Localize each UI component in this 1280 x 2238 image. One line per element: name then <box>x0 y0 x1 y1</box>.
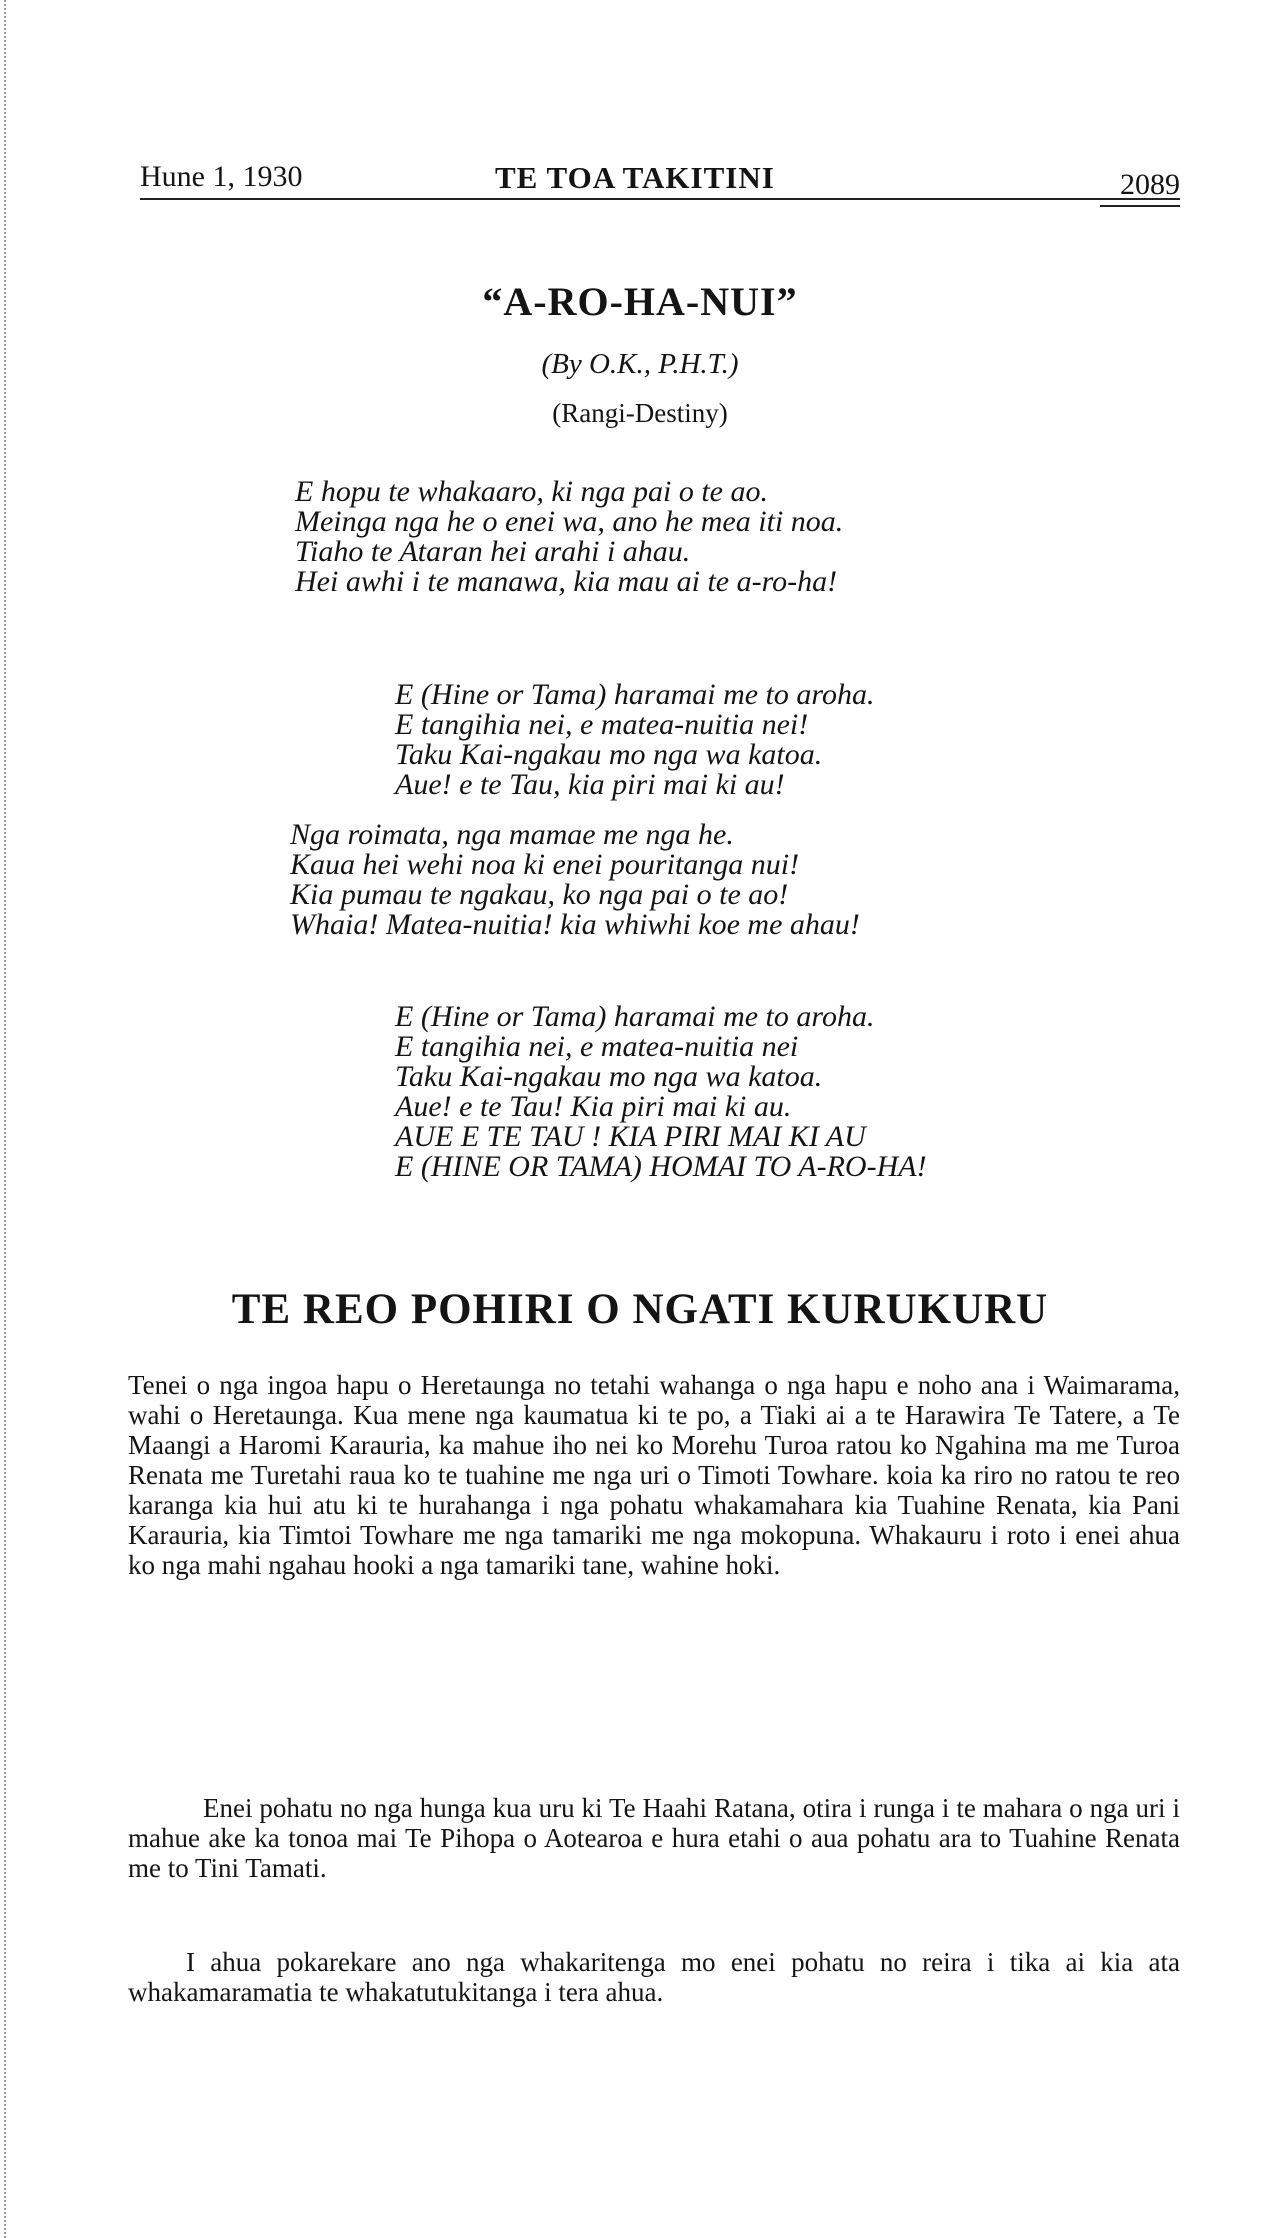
poem-line: E (Hine or Tama) haramai me to aroha. <box>395 678 875 711</box>
poem-line: Taku Kai-ngakau mo nga wa katoa. <box>395 1060 823 1093</box>
header-page-number: 2089 <box>1120 168 1180 201</box>
poem-line: Kia pumau te ngakau, ko nga pai o te ao! <box>290 878 789 911</box>
poem-stanza-4 <box>395 1002 927 1182</box>
poem-line: AUE E TE TAU ! KIA PIRI MAI KI AU <box>395 1120 866 1153</box>
poem-line: Hei awhi i te manawa, kia mau ai te a-ro-ha! <box>295 565 838 598</box>
running-header <box>140 160 1180 204</box>
article-paragraph-3: I ahua pokarekare ano nga whakaritenga mo enei pohatu no reira i tika ai kia ata whakamaramatia te whakatutukitanga i tera ahua. <box>128 1947 1180 2007</box>
poem-line: Aue! e te Tau, kia piri mai ki au! <box>395 768 785 801</box>
header-rule <box>140 198 1180 200</box>
poem-line: Kaua hei wehi noa ki enei pouritanga nui! <box>290 848 800 881</box>
poem-stanza-2 <box>395 680 874 800</box>
poem-line: Whaia! Matea-nuitia! kia whiwhi koe me ahau! <box>290 908 860 941</box>
header-rule-short <box>1100 205 1180 207</box>
poem-line: E (HINE OR TAMA) HOMAI TO A-RO-HA! <box>395 1150 927 1183</box>
poem-line: E tangihia nei, e matea-nuitia nei <box>395 1030 799 1063</box>
poem-line: Meinga nga he o enei wa, ano he mea iti noa. <box>295 505 844 538</box>
poem-line: Nga roimata, nga mamae me nga he. <box>290 818 734 851</box>
poem-line: E hopu te whakaaro, ki nga pai o te ao. <box>295 475 768 508</box>
poem-line: Aue! e te Tau! Kia piri mai ki au. <box>395 1090 792 1123</box>
poem-line: Tiaho te Ataran hei arahi i ahau. <box>295 535 691 568</box>
poem-line: E tangihia nei, e matea-nuitia nei! <box>395 708 809 741</box>
header-publication-title: TE TOA TAKITINI <box>495 160 775 195</box>
poem-line: E (Hine or Tama) haramai me to aroha. <box>395 1000 875 1033</box>
article-paragraph-2: Enei pohatu no nga hunga kua uru ki Te Haahi Ratana, otira i runga i te mahara o nga uri i mahue ake ka tonoa mai Te Pihopa o Aotearoa e hura etahi o aua pohatu ara to Tuahine Renata me to Tini Tamati. <box>128 1793 1180 1883</box>
article-paragraph-1: Tenei o nga ingoa hapu o Heretaunga no tetahi wahanga o nga hapu e noho ana i Waimarama, wahi o Heretaunga. Kua mene nga kaumatua ki te po, a Tiaki ai a te Harawira Te Tatere, a Te Maangi a Haromi Karauria, ka mahue iho nei ko Morehu Turoa ratou ko Ngahina ma me Turoa Renata me Turetahi raua ko te tuahine me nga uri o Timoti Towhare. koia ka riro no ratou te reo karanga kia hui atu ki te hurahanga i nga pohatu whakamahara kia Tuahine Renata, kia Pani Karauria, kia Timtoi Towhare me nga tamariki me nga mokopuna. Whakauru i roto i enei ahua ko nga mahi ngahau hooki a nga tamariki tane, wahine hoki. <box>128 1370 1180 1580</box>
poem-title: “A-RO-HA-NUI” <box>482 279 798 324</box>
poem-stanza-1 <box>295 477 843 597</box>
poem-byline: (By O.K., P.H.T.) <box>541 348 739 380</box>
header-date: Hune 1, 1930 <box>140 160 303 193</box>
poem-subtitle: (Rangi-Destiny) <box>552 398 728 428</box>
poem-stanza-3 <box>290 820 860 940</box>
poem-line: Taku Kai-ngakau mo nga wa katoa. <box>395 738 823 771</box>
binding-edge <box>4 0 8 2238</box>
article-heading: TE REO POHIRI O NGATI KURUKURU <box>231 1286 1049 1333</box>
